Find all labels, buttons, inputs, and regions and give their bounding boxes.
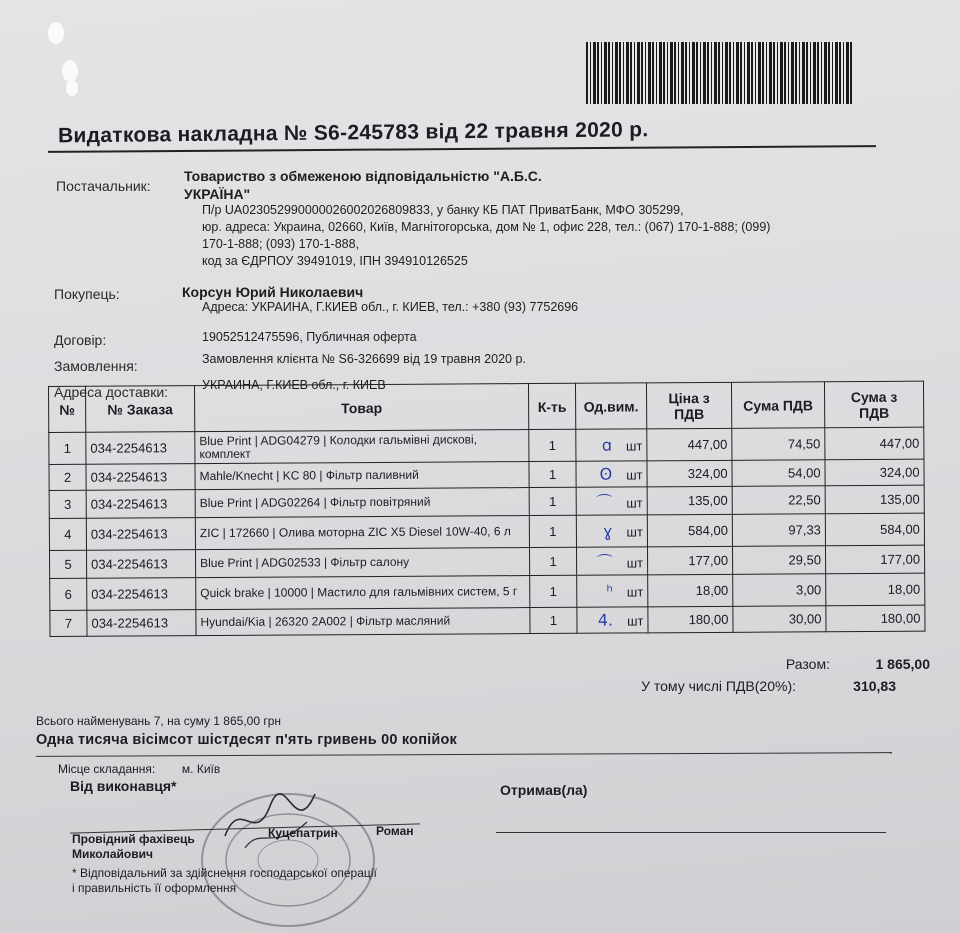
row-qty: 1 <box>529 547 576 575</box>
row-unit <box>576 547 647 575</box>
supplier-codes: код за ЄДРПОУ 39491019, ІПН 394910126525 <box>202 254 468 268</box>
col-product-header: Товар <box>195 384 529 432</box>
row-number: 3 <box>49 490 86 518</box>
signer-role-line1: Провідний фахівець <box>72 832 195 846</box>
row-sum: 177,00 <box>825 545 924 574</box>
row-vat: 3,00 <box>733 574 826 607</box>
row-price: 18,00 <box>648 574 733 607</box>
punch-hole <box>66 80 78 96</box>
table-row <box>49 427 924 464</box>
barcode <box>586 42 852 104</box>
row-unit-text: шт <box>626 584 644 600</box>
handwritten-mark: ɣ <box>602 521 613 541</box>
handwritten-mark: ⌒ <box>596 552 613 572</box>
row-qty: 1 <box>529 515 576 547</box>
handwritten-mark: ʘ <box>599 464 613 484</box>
row-product: ZIC | 172660 | Олива моторна ZIC X5 Diesel 10W-40, 6 л <box>195 516 529 550</box>
row-number: 2 <box>49 464 86 490</box>
row-product: Mahle/Knecht | KC 80 | Фільтр паливний <box>195 462 529 490</box>
row-product: Quick brake | 10000 | Мастило для гальмівних систем, 5 г <box>196 576 530 610</box>
row-order-no: 034-2254613 <box>87 578 196 611</box>
handwritten-mark: ʰ <box>606 581 613 601</box>
row-unit-text: шт <box>626 555 644 571</box>
col-order-header: № Заказа <box>86 386 195 433</box>
handwritten-signature <box>215 786 325 856</box>
row-vat: 74,50 <box>732 428 825 461</box>
row-vat: 97,33 <box>732 514 825 547</box>
col-number-header: № <box>49 386 86 432</box>
col-total-header-line1: Сума з <box>850 388 898 405</box>
row-product: Blue Print | ADG04279 | Колодки гальмівні дискові, комплект <box>195 430 529 464</box>
row-order-no: 034-2254613 <box>86 490 195 519</box>
supplier-address: юр. адреса: Украина, 02660, Київ, Магнітогорська, дом № 1, офис 228, тел.: (067) 170-1-888; (099) <box>202 220 771 234</box>
items-table-wrapper <box>48 381 926 637</box>
row-unit-text: шт <box>627 613 644 629</box>
row-price: 180,00 <box>648 606 733 633</box>
row-unit <box>576 461 647 487</box>
totals-block <box>600 656 930 700</box>
row-qty: 1 <box>529 429 576 461</box>
row-price: 584,00 <box>647 514 732 547</box>
row-order-no: 034-2254613 <box>87 550 196 579</box>
buyer-label: Покупець: <box>54 286 120 302</box>
total-value: 1 865,00 <box>875 656 930 672</box>
supplier-name-line1: Товариство з обмеженою відповідальністю "А.Б.С. <box>184 168 542 184</box>
received-signature-line <box>496 832 886 833</box>
row-sum: 324,00 <box>825 459 924 486</box>
col-price-header-line2: ПДВ <box>674 405 705 422</box>
punch-hole <box>62 60 78 82</box>
signer-role <box>72 832 195 862</box>
row-qty: 1 <box>530 575 577 607</box>
row-vat: 22,50 <box>732 486 825 515</box>
received-label: Отримав(ла) <box>500 782 588 798</box>
col-unit-header: Од.вим. <box>575 383 646 429</box>
row-unit <box>576 429 647 461</box>
buyer-name: Корсун Юрий Николаевич <box>182 284 364 300</box>
row-sum: 584,00 <box>825 513 924 546</box>
total-row <box>600 656 930 672</box>
row-unit <box>577 607 648 633</box>
row-qty: 1 <box>530 607 577 633</box>
table-row <box>50 605 925 636</box>
row-number: 7 <box>50 610 87 636</box>
row-price: 135,00 <box>647 486 732 515</box>
row-number: 6 <box>50 578 87 610</box>
divider <box>36 752 892 757</box>
supplier-bank: П/р UA023052990000026002026809833, у банку КБ ПАТ ПриватБанк, МФО 305299, <box>202 203 684 217</box>
row-product: Hyundai/Kia | 26320 2A002 | Фільтр масляний <box>196 608 530 636</box>
buyer-address: Адреса: УКРАИНА, Г.КИЕВ обл., г. КИЕВ, тел.: +380 (93) 7752696 <box>202 300 579 314</box>
supplier-label: Постачальник: <box>56 178 151 194</box>
place-of-issue <box>58 762 220 776</box>
total-label: Разом: <box>785 656 830 672</box>
row-price: 324,00 <box>647 460 732 487</box>
col-vat-header: Сума ПДВ <box>731 382 824 429</box>
delivery-label: Адреса доставки: <box>54 384 169 400</box>
contract-value: 19052512475596, Публичная оферта <box>202 330 417 344</box>
note-line2: і правильність її оформлення <box>72 881 237 895</box>
col-price-header <box>646 382 731 429</box>
row-unit-text: шт <box>626 495 643 511</box>
row-product: Blue Print | ADG02264 | Фільтр повітряний <box>195 488 529 518</box>
row-number: 4 <box>49 518 86 550</box>
row-order-no: 034-2254613 <box>86 518 195 551</box>
row-number: 5 <box>50 550 87 578</box>
row-unit <box>576 487 647 515</box>
row-sum: 180,00 <box>826 605 925 632</box>
col-price-header-line1: Ціна з <box>668 389 710 406</box>
table-header-row <box>49 381 924 432</box>
table-row <box>50 573 925 610</box>
row-order-no: 034-2254613 <box>86 432 195 465</box>
delivery-value: УКРАИНА, Г.КИЕВ обл., г. КИЕВ <box>202 378 386 392</box>
col-qty-header: К-ть <box>528 383 575 429</box>
signer-role-line2: Миколайович <box>72 847 153 861</box>
row-sum: 447,00 <box>825 427 924 460</box>
place-label: Місце складання: <box>58 762 156 776</box>
punch-hole <box>48 22 64 44</box>
vat-total-value: 310,83 <box>853 678 896 694</box>
signer-surname: Куцепатрин <box>268 826 338 840</box>
handwritten-mark: ⌒ <box>596 492 613 512</box>
supplier-name-line2: УКРАЇНА" <box>184 186 251 202</box>
row-unit <box>576 515 647 547</box>
col-total-header <box>824 381 923 428</box>
row-price: 177,00 <box>647 546 732 575</box>
amount-in-words: Одна тисяча вісімсот шістдесят п'ять гривень 00 копійок <box>36 732 458 748</box>
items-summary: Всього найменувань 7, на суму 1 865,00 грн <box>36 714 282 728</box>
row-vat: 30,00 <box>733 606 826 633</box>
from-executor-label: Від виконавця* <box>70 778 177 794</box>
row-unit-text: шт <box>626 524 643 540</box>
responsibility-note <box>72 866 377 896</box>
contract-label: Договір: <box>54 332 107 348</box>
document-title: Видаткова накладна № S6-245783 від 22 травня 2020 р. <box>57 118 649 148</box>
vat-row <box>600 678 896 694</box>
row-sum: 135,00 <box>825 485 924 514</box>
row-number: 1 <box>49 432 86 464</box>
row-unit-text: шт <box>626 467 643 483</box>
row-sum: 18,00 <box>826 573 925 606</box>
note-line1: * Відповідальний за здійснення господарської операції <box>72 866 377 880</box>
row-order-no: 034-2254613 <box>86 464 195 491</box>
row-product: Blue Print | ADG02533 | Фільтр салону <box>196 548 530 578</box>
supplier-phones: 170-1-888; (093) 170-1-888, <box>202 237 360 251</box>
table-row <box>49 513 924 550</box>
place-value: м. Київ <box>181 762 221 776</box>
row-qty: 1 <box>529 461 576 487</box>
row-order-no: 034-2254613 <box>87 610 196 637</box>
row-unit-text: шт <box>625 438 643 454</box>
row-unit <box>577 575 648 607</box>
row-vat: 54,00 <box>732 460 825 487</box>
row-price: 447,00 <box>647 428 732 461</box>
handwritten-mark: 4. <box>597 610 614 630</box>
row-vat: 29,50 <box>732 546 825 575</box>
order-label: Замовлення: <box>54 358 138 374</box>
col-total-header-line2: ПДВ <box>859 404 890 421</box>
signer-firstname: Роман <box>376 824 414 838</box>
handwritten-mark: ɑ <box>601 435 613 455</box>
order-value: Замовлення клієнта № S6-326699 від 19 травня 2020 р. <box>202 352 526 366</box>
items-table <box>48 381 926 637</box>
row-qty: 1 <box>529 487 576 515</box>
vat-total-label: У тому числі ПДВ(20%): <box>641 678 796 694</box>
